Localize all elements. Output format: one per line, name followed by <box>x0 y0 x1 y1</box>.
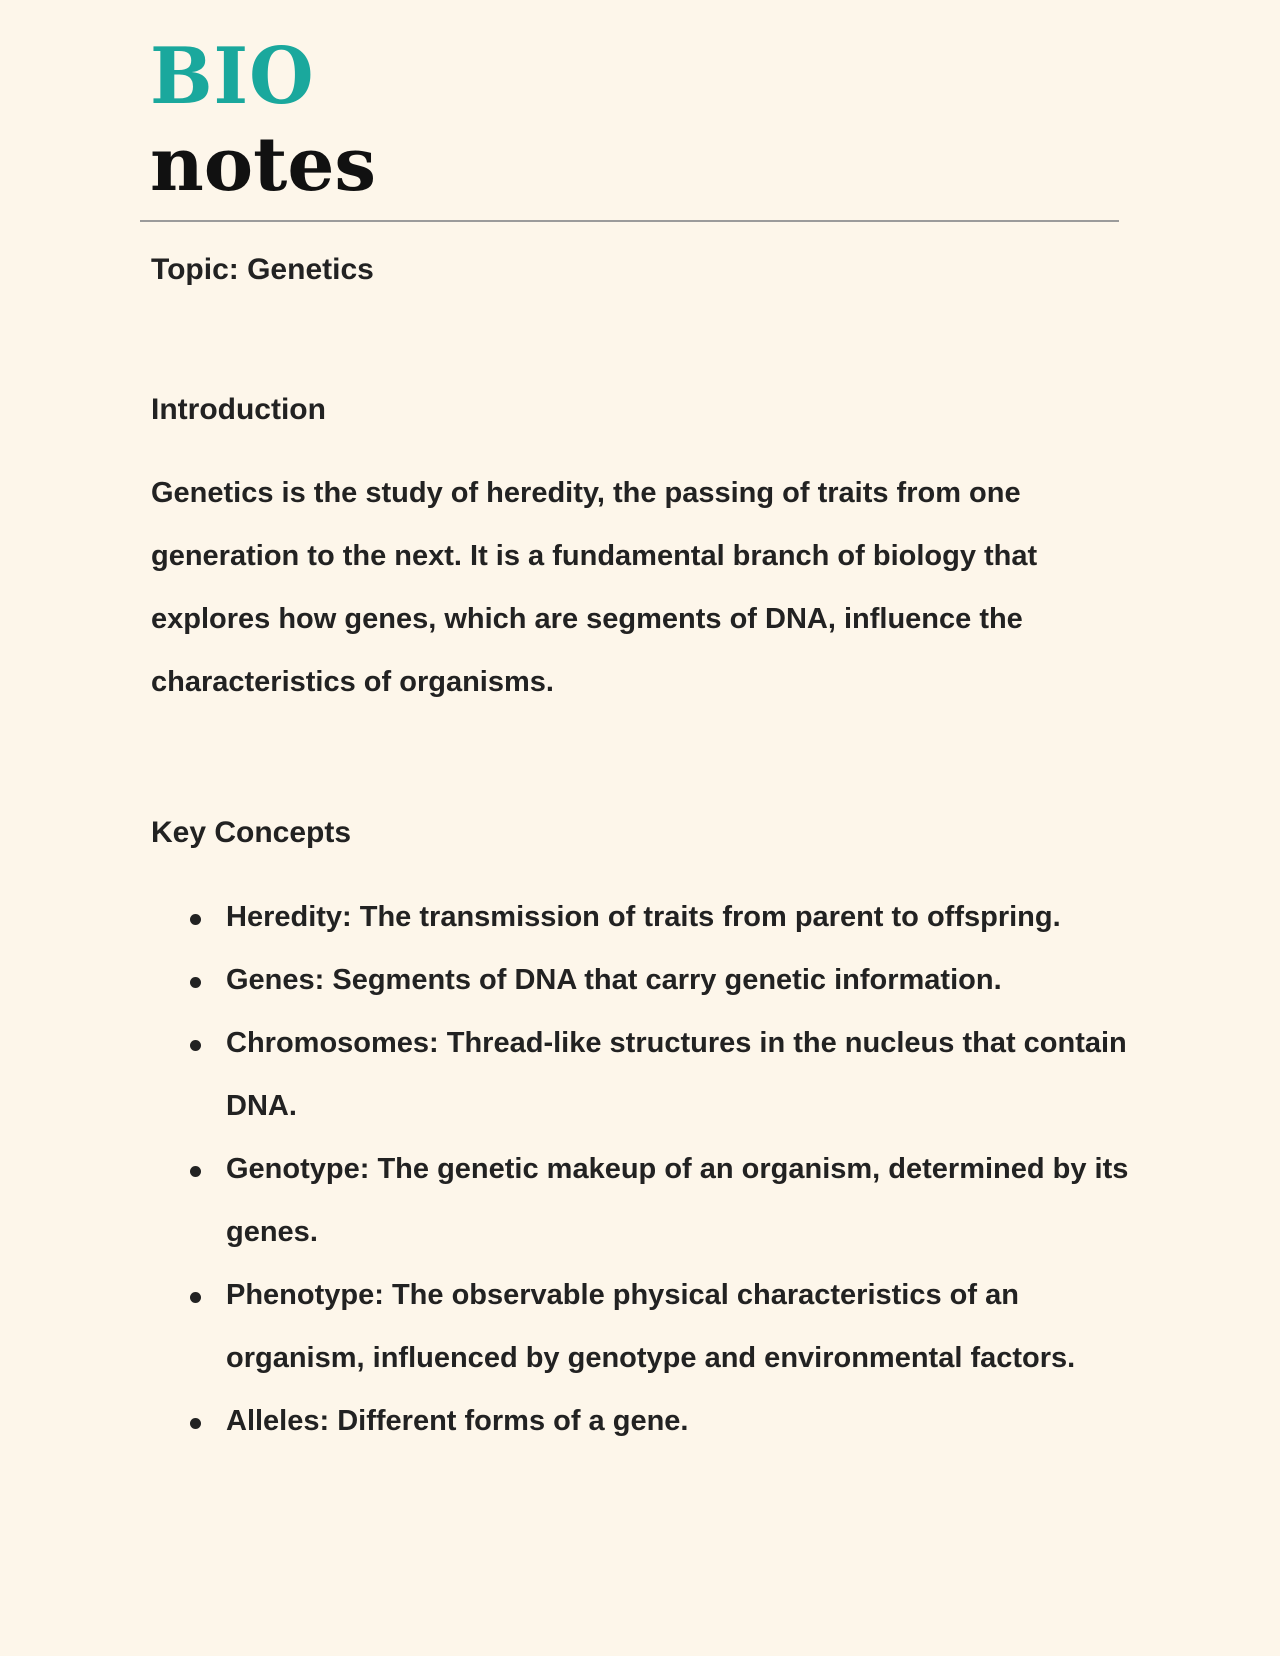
key-concepts-heading: Key Concepts <box>151 816 352 849</box>
topic-heading: Topic: Genetics <box>151 253 374 286</box>
bullet-icon <box>190 1166 201 1177</box>
list-item <box>151 949 1141 1012</box>
list-item <box>151 886 1141 949</box>
brand-notes: notes <box>150 122 377 208</box>
list-item-text: Chromosomes: Thread-like structures in the nucleus that contain DNA. <box>226 1027 1127 1122</box>
key-concepts-list <box>151 886 1141 1453</box>
bullet-icon <box>190 914 201 925</box>
introduction-heading: Introduction <box>151 393 326 426</box>
header-divider <box>140 220 1119 222</box>
list-item-text: Phenotype: The observable physical characteristics of an organism, influenced by genotype and environmental factors. <box>226 1279 1076 1374</box>
list-item-text: Genes: Segments of DNA that carry genetic information. <box>226 964 1002 996</box>
bullet-icon <box>190 1292 201 1303</box>
list-item <box>151 1390 1141 1453</box>
list-item-text: Genotype: The genetic makeup of an organism, determined by its genes. <box>226 1153 1129 1248</box>
brand-logo <box>150 31 377 208</box>
list-item <box>151 1138 1141 1264</box>
list-item <box>151 1264 1141 1390</box>
brand-bio: BIO <box>150 31 315 123</box>
bullet-icon <box>190 1418 201 1429</box>
bullet-icon <box>190 1040 201 1051</box>
list-item-text: Heredity: The transmission of traits from parent to offspring. <box>226 901 1061 933</box>
list-item-text: Alleles: Different forms of a gene. <box>226 1405 689 1437</box>
list-item <box>151 1012 1141 1138</box>
introduction-paragraph: Genetics is the study of heredity, the passing of traits from one generation to the next. It is a fundamental branch of biology that explores how genes, which are segments of DNA, influence the characteristics of organisms. <box>151 477 1038 698</box>
bullet-icon <box>190 977 201 988</box>
